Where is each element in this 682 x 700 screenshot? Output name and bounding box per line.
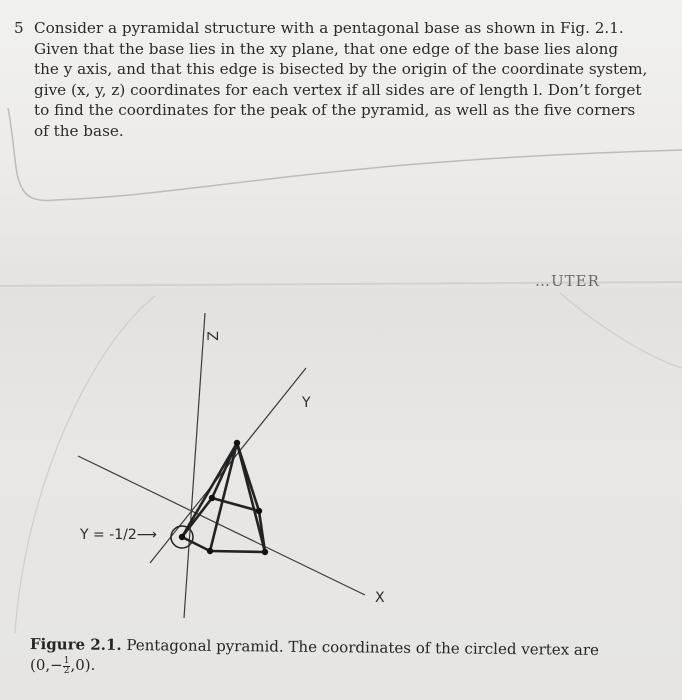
y-axis-label: Y bbox=[302, 395, 311, 411]
vertex-annotation bbox=[80, 527, 157, 543]
z-axis-line bbox=[184, 313, 205, 618]
annotation-text: Y = -1/2 bbox=[80, 527, 137, 543]
coord-open: (0,− bbox=[30, 656, 63, 674]
paper-curve-left bbox=[15, 296, 155, 633]
problem-line: the y axis, and that this edge is bisected by the origin of the coordinate system, bbox=[34, 60, 648, 78]
pyramid-figure bbox=[0, 288, 682, 633]
problem-line: to find the coordinates for the peak of the pyramid, as well as the five corners bbox=[34, 101, 636, 119]
circled-vertex-coordinates bbox=[30, 656, 95, 676]
caption-text: Pentagonal pyramid. The coordinates of the circled vertex are bbox=[126, 636, 600, 659]
problem-text bbox=[14, 18, 664, 141]
problem-number: 5 bbox=[14, 19, 24, 37]
paper-curve-right bbox=[560, 293, 682, 368]
arrow-icon: ⟶ bbox=[136, 527, 157, 543]
x-axis-label: X bbox=[375, 590, 385, 606]
problem-line: Given that the base lies in the xy plane, that one edge of the base lies along bbox=[34, 39, 619, 58]
problem-line: Consider a pyramidal structure with a pentagonal base as shown in Fig. 2.1. bbox=[34, 19, 624, 37]
coord-close: ,0). bbox=[70, 656, 96, 674]
fraction-denominator: 2 bbox=[63, 665, 70, 676]
z-axis-label: Z bbox=[205, 331, 222, 341]
fraction-numerator: 1 bbox=[63, 655, 70, 666]
problem-line: of the base. bbox=[34, 121, 124, 140]
problem-line: give (x, y, z) coordinates for each vertex if all sides are of length l. Don’t forget bbox=[34, 80, 642, 99]
bleed-through-text: …UTER bbox=[535, 272, 600, 290]
caption-label: Figure 2.1. bbox=[29, 634, 122, 654]
